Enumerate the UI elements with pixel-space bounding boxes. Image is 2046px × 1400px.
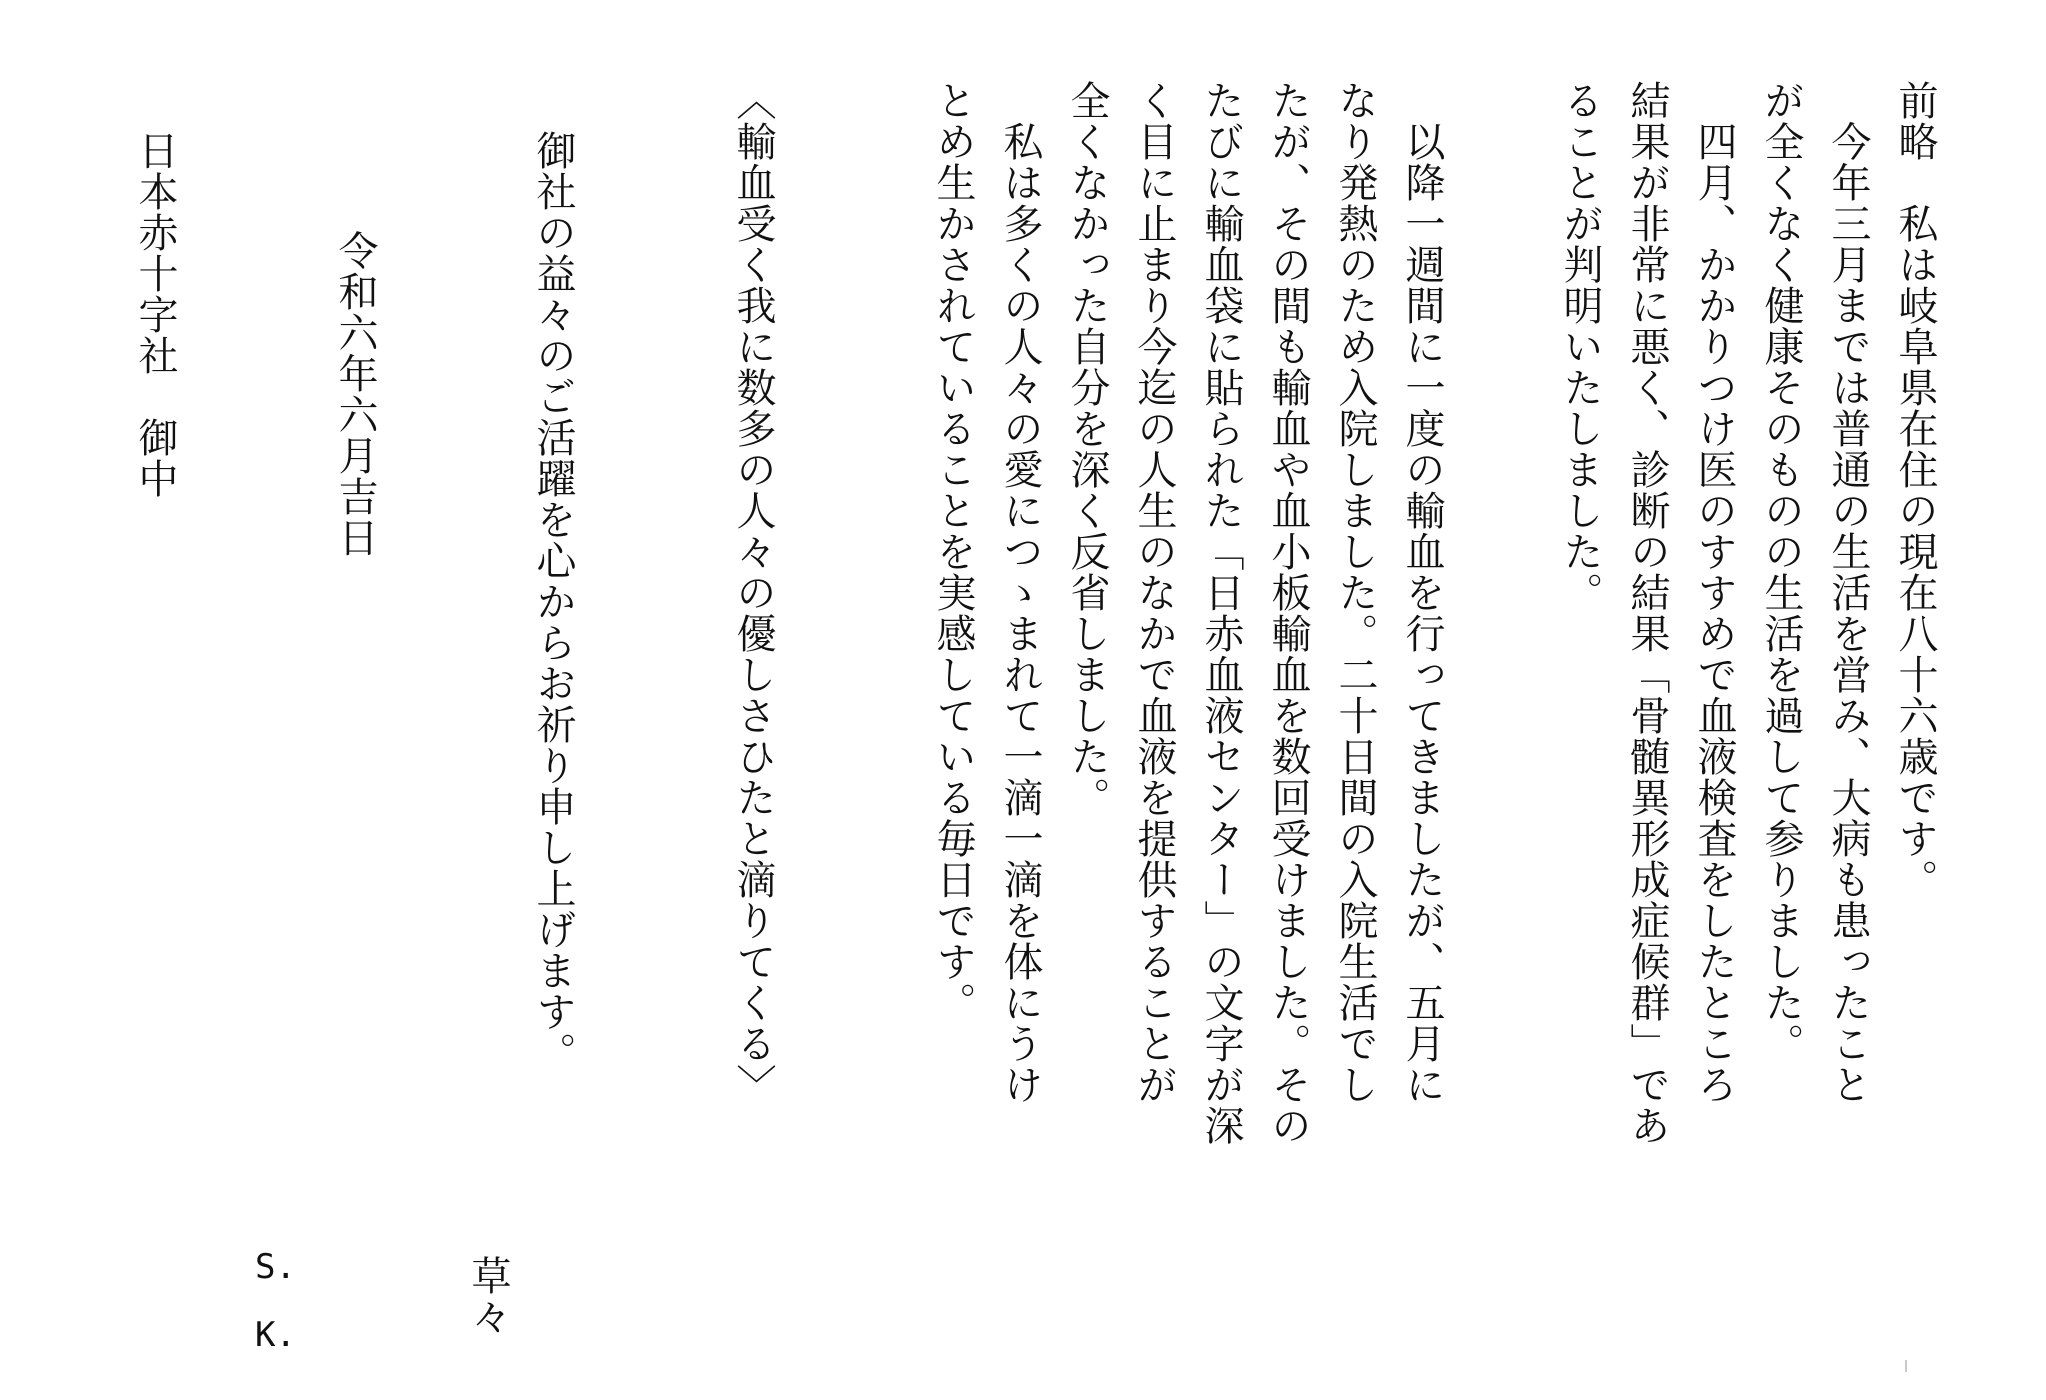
p2-line-5: く目に止まり今迄の人生のなかで血液を提供することが xyxy=(1131,80,1177,1105)
p2-line-8: とめ生かされていることを実感している毎日です。 xyxy=(930,80,976,1023)
sender-initial-s: S. xyxy=(255,1247,296,1287)
p1-line-4: 四月、かかりつけ医のすすめで血液検査をしたところ xyxy=(1691,80,1737,1105)
scan-speck xyxy=(1905,1360,1907,1372)
closing-sousou: 草々 xyxy=(465,1255,511,1337)
p2-line-1: 以降一週間に一度の輸血を行ってきましたが、五月に xyxy=(1399,80,1445,1105)
p1-line-6: ることが判明いたしました。 xyxy=(1557,80,1603,613)
addressee: 日本赤十字社 御中 xyxy=(132,130,178,499)
p1-line-3: が全くなく健康そのものの生活を過して参りました。 xyxy=(1758,80,1804,1064)
p2-line-6: 全くなかった自分を深く反省しました。 xyxy=(1064,80,1110,818)
sender-initial-k: K. xyxy=(255,1315,296,1355)
p1-line-1: 前略 私は岐阜県在住の現在八十六歳です。 xyxy=(1892,80,1938,900)
closing-wish: 御社の益々のご活躍を心からお祈り申し上げます。 xyxy=(530,130,576,1073)
tanka-poem: 〈輸血受く我に数多の人々の優しさひたと滴りてくる〉 xyxy=(730,80,776,1105)
p2-line-2: なり発熱のため入院しました。二十日間の入院生活でし xyxy=(1332,80,1378,1105)
p2-line-4: たびに輸血袋に貼られた「日赤血液センター」の文字が深 xyxy=(1198,80,1244,1146)
p2-line-3: たが、その間も輸血や血小板輸血を数回受けました。その xyxy=(1265,80,1311,1146)
p2-line-7: 私は多くの人々の愛につゝまれて一滴一滴を体にうけ xyxy=(997,80,1043,1105)
letter-date: 令和六年六月吉日 xyxy=(332,230,378,558)
p1-line-5: 結果が非常に悪く、診断の結果「骨髄異形成症候群」であ xyxy=(1624,80,1670,1146)
p1-line-2: 今年三月までは普通の生活を営み、大病も患ったこと xyxy=(1825,80,1871,1105)
